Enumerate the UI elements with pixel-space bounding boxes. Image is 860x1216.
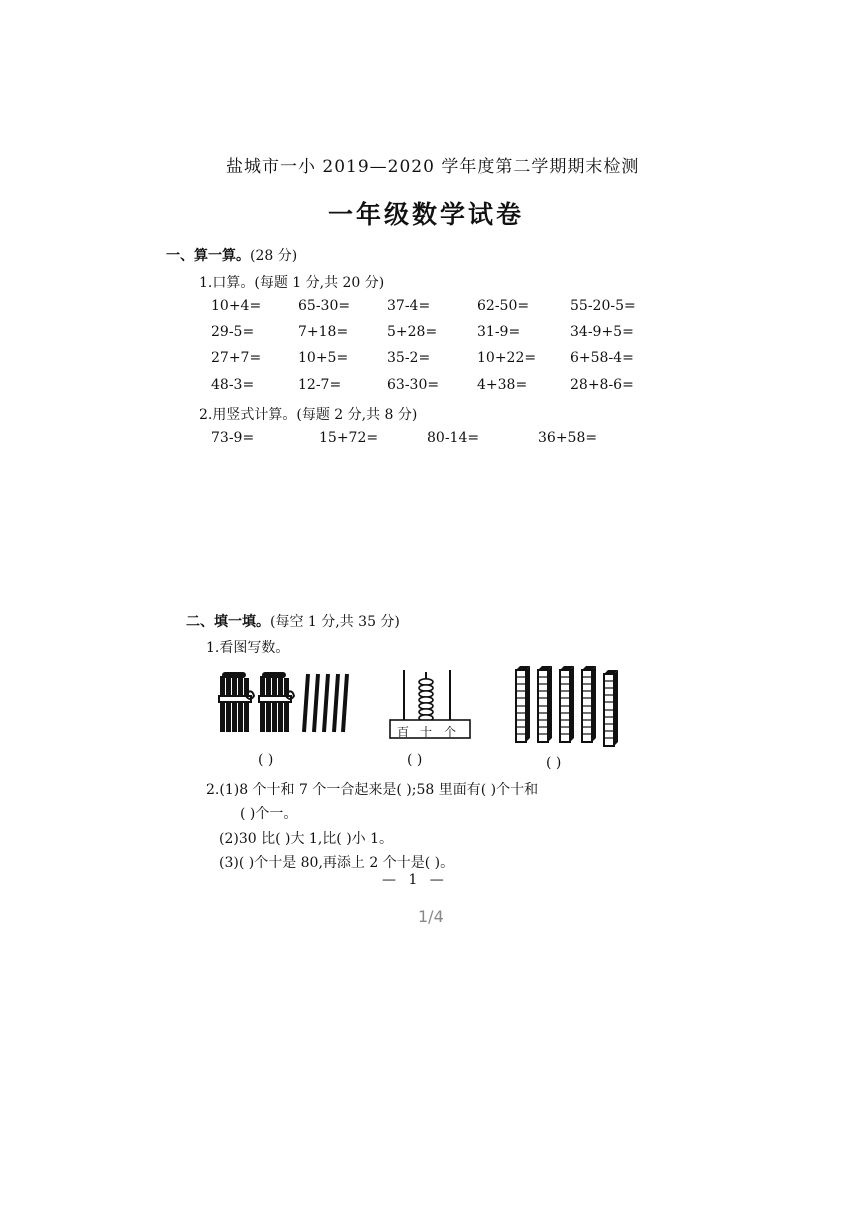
cube-rod: [516, 666, 530, 742]
math-item: 28+8-6=: [570, 377, 634, 393]
math-item: 5+28=: [387, 324, 438, 340]
math-item: 10+5=: [298, 350, 349, 366]
math-item: 4+38=: [477, 377, 528, 393]
cube-rod: [604, 670, 618, 746]
math-item: 10+22=: [477, 350, 537, 366]
section1-part1-label: 1.口算。(每题 1 分,共 20 分): [199, 275, 385, 291]
section1-points: (28 分): [250, 248, 298, 264]
stick-bundle: [259, 672, 294, 732]
cube-rod: [560, 666, 574, 742]
math-item: 35-2=: [387, 350, 431, 366]
stick-bundle: [219, 672, 254, 732]
ten-cube-rods-icon: [512, 664, 624, 744]
math-item: 55-20-5=: [570, 298, 636, 314]
math-item: 12-7=: [298, 377, 342, 393]
section2-heading-text: 二、填一填。: [186, 614, 270, 630]
math-item: 48-3=: [211, 377, 255, 393]
vertical-calc-item: 15+72=: [319, 430, 379, 446]
school-line: 盐城市一小 2019—2020 学年度第二学期期末检测: [226, 157, 640, 177]
fill-question-1-line1: 2.(1)8 个十和 7 个一合起来是( );58 里面有( )个十和: [206, 782, 539, 798]
section2-points: (每空 1 分,共 35 分): [270, 614, 400, 630]
math-item: 6+58-4=: [570, 350, 634, 366]
page-marker: — 1 —: [382, 872, 448, 888]
abacus-beads: [419, 679, 433, 721]
section1-heading-text: 一、算一算。: [166, 248, 250, 264]
math-item: 62-50=: [477, 298, 530, 314]
single-sticks: [304, 674, 347, 732]
math-item: 31-9=: [477, 324, 521, 340]
fill-question-3: (3)( )个十是 80,再添上 2 个十是( )。: [219, 855, 455, 871]
abacus-label-tens: 十: [420, 725, 433, 739]
answer-blank-cubes[interactable]: ( ): [546, 755, 562, 771]
vertical-calc-item: 80-14=: [427, 430, 480, 446]
math-item: 34-9+5=: [570, 324, 634, 340]
math-item: 10+4=: [211, 298, 262, 314]
abacus-label-ones: 个: [444, 725, 457, 739]
math-item: 7+18=: [298, 324, 349, 340]
section2-part1-label: 1.看图写数。: [206, 640, 290, 656]
fill-question-2: (2)30 比( )大 1,比( )小 1。: [219, 831, 394, 847]
math-item: 29-5=: [211, 324, 255, 340]
cube-rod: [582, 666, 596, 742]
math-item: 65-30=: [298, 298, 351, 314]
answer-blank-sticks[interactable]: ( ): [258, 752, 274, 768]
math-item: 63-30=: [387, 377, 440, 393]
abacus-label-hundreds: 百: [397, 725, 410, 739]
fill-question-1-line2: ( )个一。: [240, 806, 298, 822]
section2-heading: [186, 611, 400, 631]
cube-rod: [538, 666, 552, 742]
math-item: 27+7=: [211, 350, 262, 366]
exam-title: 一年级数学试卷: [328, 200, 525, 229]
page-indicator: 1/4: [418, 907, 444, 926]
vertical-calc-item: 36+58=: [538, 430, 598, 446]
answer-blank-abacus[interactable]: ( ): [407, 752, 423, 768]
section1-part2-label: 2.用竖式计算。(每题 2 分,共 8 分): [199, 407, 418, 423]
stick-bundles-icon: [216, 668, 346, 736]
vertical-calc-item: 73-9=: [211, 430, 255, 446]
section1-heading: [166, 245, 297, 265]
math-item: 37-4=: [387, 298, 431, 314]
